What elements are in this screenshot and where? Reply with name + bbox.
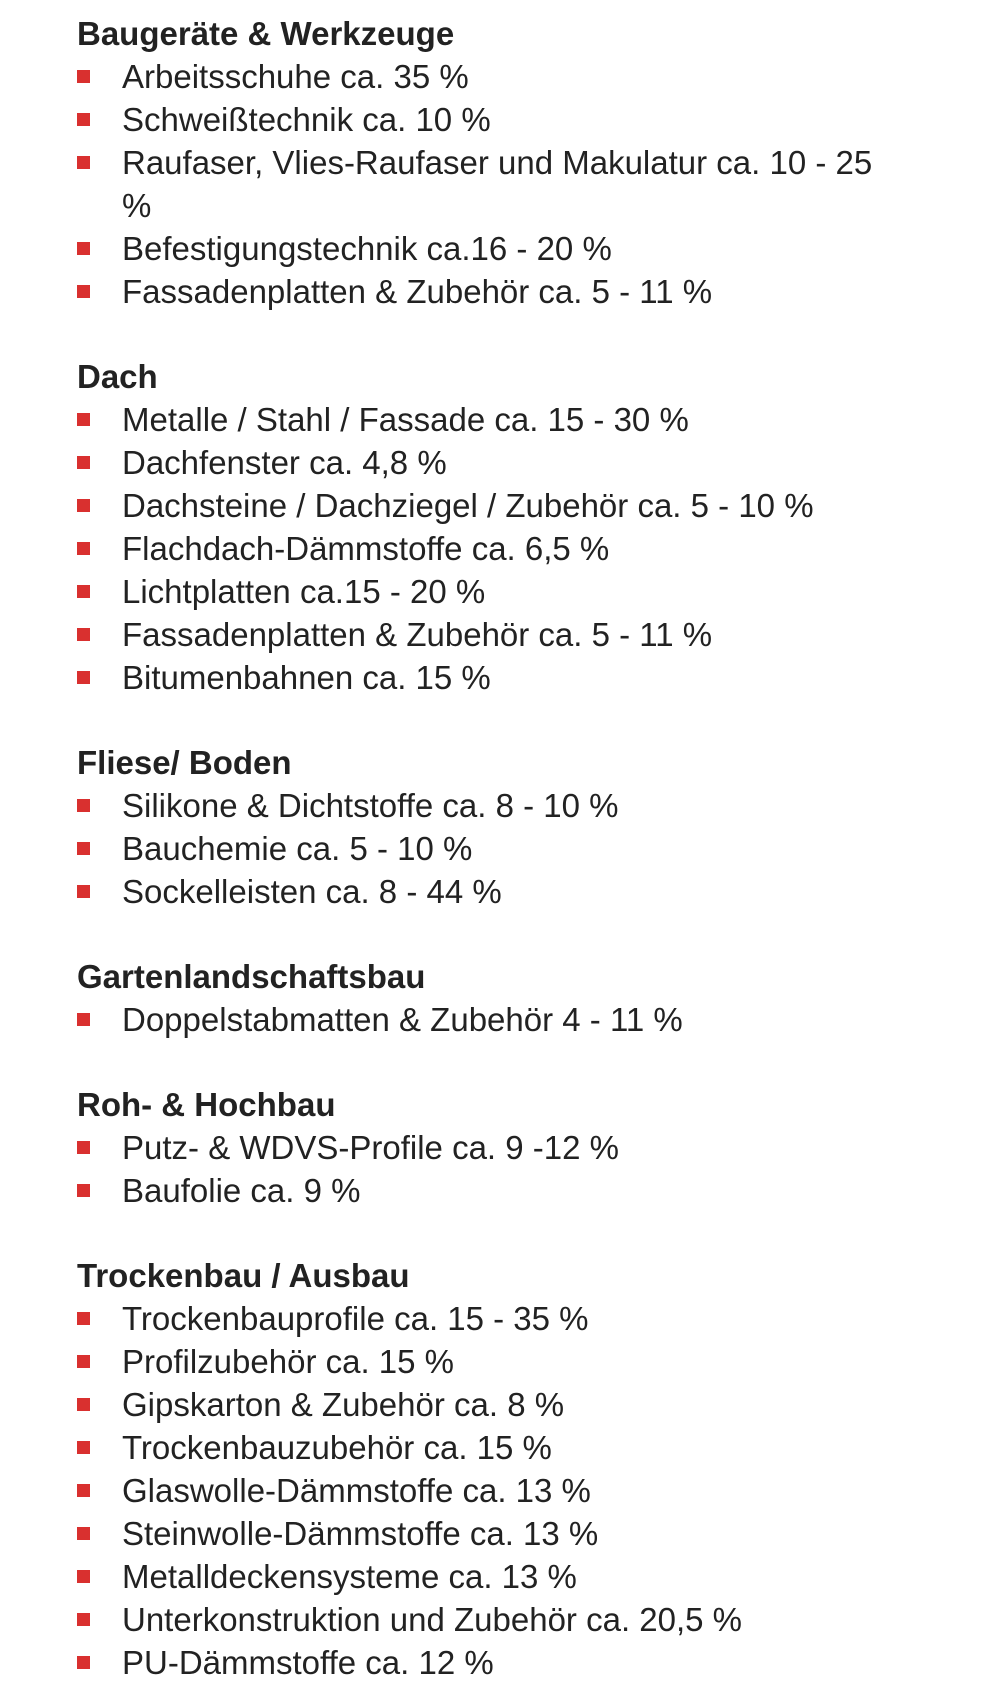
section-title: Baugeräte & Werkzeuge [77, 15, 455, 52]
square-bullet-icon [77, 285, 90, 298]
item-list [77, 784, 990, 913]
list-item [77, 1469, 907, 1512]
list-item-text: Dachfenster ca. 4,8 % [122, 444, 447, 481]
list-item-text: Gipskarton & Zubehör ca. 8 % [122, 1386, 565, 1423]
section-roh-hochbau [77, 1083, 990, 1212]
list-item-text: Dachsteine / Dachziegel / Zubehör ca. 5 - 10 % [122, 487, 814, 524]
list-item-text: Putz- & WDVS-Profile ca. 9 -12 % [122, 1129, 619, 1166]
list-item [77, 55, 907, 98]
square-bullet-icon [77, 671, 90, 684]
list-item [77, 1383, 907, 1426]
list-item-text: Lichtplatten ca.15 - 20 % [122, 573, 486, 610]
list-item-text: Metalle / Stahl / Fassade ca. 15 - 30 % [122, 401, 689, 438]
list-item [77, 141, 907, 227]
section-title: Roh- & Hochbau [77, 1086, 336, 1123]
list-item [77, 570, 907, 613]
square-bullet-icon [77, 1570, 90, 1583]
section-trockenbau-ausbau [77, 1254, 990, 1684]
section-dach [77, 355, 990, 699]
square-bullet-icon [77, 1484, 90, 1497]
list-item-text: Fassadenplatten & Zubehör ca. 5 - 11 % [122, 273, 713, 310]
square-bullet-icon [77, 628, 90, 641]
square-bullet-icon [77, 70, 90, 83]
square-bullet-icon [77, 585, 90, 598]
list-item [77, 98, 907, 141]
list-item-text: Befestigungstechnik ca.16 - 20 % [122, 230, 612, 267]
list-item [77, 1297, 907, 1340]
square-bullet-icon [77, 1527, 90, 1540]
list-item [77, 227, 907, 270]
section-gartenlandschaftsbau [77, 955, 990, 1041]
square-bullet-icon [77, 1656, 90, 1669]
list-item-text: Doppelstabmatten & Zubehör 4 - 11 % [122, 1001, 683, 1038]
list-item [77, 1126, 907, 1169]
square-bullet-icon [77, 1613, 90, 1626]
square-bullet-icon [77, 842, 90, 855]
square-bullet-icon [77, 113, 90, 126]
item-list [77, 998, 990, 1041]
section-title: Fliese/ Boden [77, 744, 292, 781]
square-bullet-icon [77, 242, 90, 255]
section-title: Gartenlandschaftsbau [77, 958, 426, 995]
square-bullet-icon [77, 799, 90, 812]
list-item [77, 998, 907, 1041]
list-item-text: PU-Dämmstoffe ca. 12 % [122, 1644, 494, 1681]
list-item [77, 784, 907, 827]
square-bullet-icon [77, 885, 90, 898]
list-item [77, 870, 907, 913]
list-item-text: Bauchemie ca. 5 - 10 % [122, 830, 473, 867]
list-item-text: Trockenbauzubehör ca. 15 % [122, 1429, 552, 1466]
square-bullet-icon [77, 456, 90, 469]
square-bullet-icon [77, 1355, 90, 1368]
item-list [77, 55, 990, 313]
square-bullet-icon [77, 1141, 90, 1154]
list-item-text: Schweißtechnik ca. 10 % [122, 101, 491, 138]
list-item-text: Sockelleisten ca. 8 - 44 % [122, 873, 502, 910]
section-fliese-boden [77, 741, 990, 913]
list-item-text: Glaswolle-Dämmstoffe ca. 13 % [122, 1472, 591, 1509]
square-bullet-icon [77, 1013, 90, 1026]
square-bullet-icon [77, 1441, 90, 1454]
list-item-text: Silikone & Dichtstoffe ca. 8 - 10 % [122, 787, 619, 824]
list-item [77, 398, 907, 441]
list-item [77, 656, 907, 699]
list-item [77, 1169, 907, 1212]
list-item-text: Fassadenplatten & Zubehör ca. 5 - 11 % [122, 616, 713, 653]
list-item-text: Metalldeckensysteme ca. 13 % [122, 1558, 577, 1595]
list-item-text: Trockenbauprofile ca. 15 - 35 % [122, 1300, 589, 1337]
list-item [77, 484, 907, 527]
square-bullet-icon [77, 542, 90, 555]
square-bullet-icon [77, 1312, 90, 1325]
list-item [77, 270, 907, 313]
square-bullet-icon [77, 413, 90, 426]
list-item [77, 827, 907, 870]
list-item-text: Steinwolle-Dämmstoffe ca. 13 % [122, 1515, 599, 1552]
list-item-text: Raufaser, Vlies-Raufaser und Makulatur ca. 10 - 25 % [122, 144, 873, 224]
list-item-text: Flachdach-Dämmstoffe ca. 6,5 % [122, 530, 610, 567]
item-list [77, 1126, 990, 1212]
list-item [77, 1512, 907, 1555]
section-title: Trockenbau / Ausbau [77, 1257, 410, 1294]
list-item-text: Arbeitsschuhe ca. 35 % [122, 58, 469, 95]
item-list [77, 1297, 990, 1684]
list-item-text: Baufolie ca. 9 % [122, 1172, 361, 1209]
item-list [77, 398, 990, 699]
square-bullet-icon [77, 1184, 90, 1197]
list-item [77, 1426, 907, 1469]
list-item [77, 1555, 907, 1598]
list-item [77, 441, 907, 484]
section-title: Dach [77, 358, 158, 395]
list-item [77, 1598, 907, 1641]
list-item [77, 527, 907, 570]
list-item [77, 1641, 907, 1684]
list-item-text: Unterkonstruktion und Zubehör ca. 20,5 % [122, 1601, 743, 1638]
square-bullet-icon [77, 499, 90, 512]
list-item [77, 613, 907, 656]
list-item-text: Profilzubehör ca. 15 % [122, 1343, 455, 1380]
section-baugeraete-werkzeuge [77, 12, 990, 313]
list-item [77, 1340, 907, 1383]
list-item-text: Bitumenbahnen ca. 15 % [122, 659, 491, 696]
square-bullet-icon [77, 156, 90, 169]
square-bullet-icon [77, 1398, 90, 1411]
